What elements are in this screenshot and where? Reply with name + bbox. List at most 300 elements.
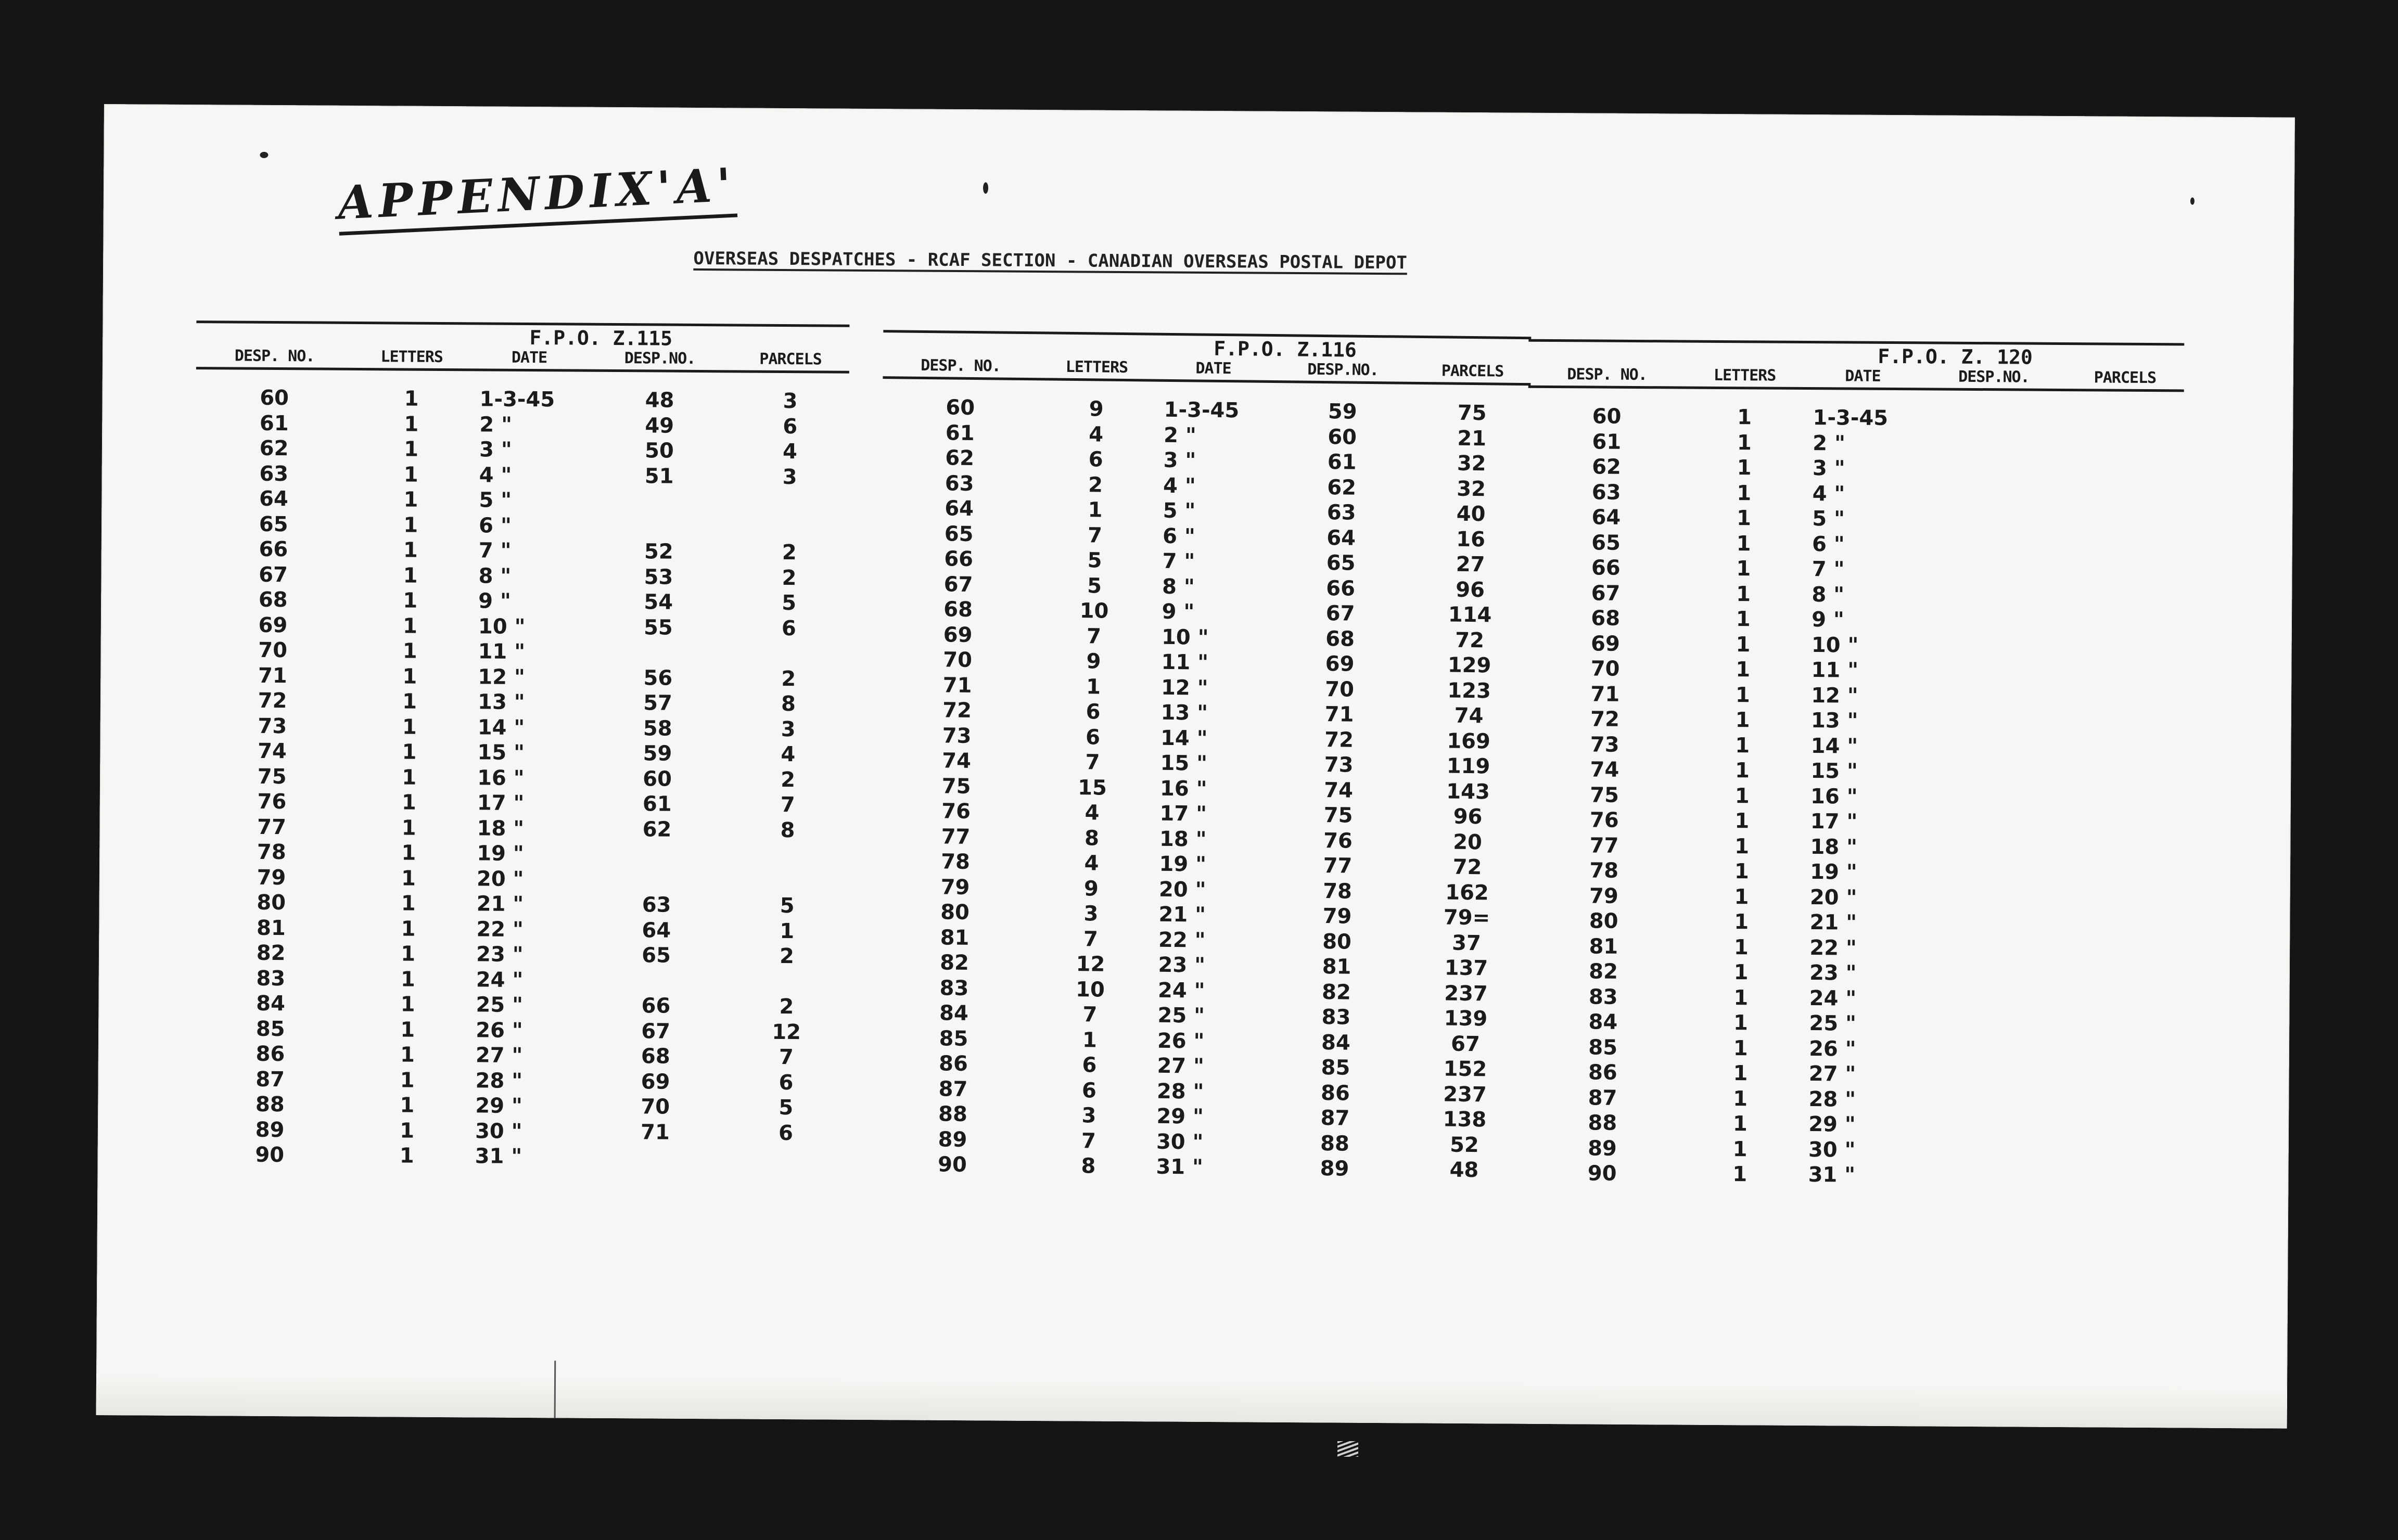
cell-parcels [2061, 1164, 2179, 1190]
cell-parcels [2065, 558, 2183, 584]
table-row [194, 637, 847, 666]
cell-date: 22 " [1809, 935, 1857, 960]
cell-desp-no-2 [1919, 759, 2063, 785]
cell-desp-no-2 [587, 514, 731, 540]
cell-parcels: 37 [1451, 931, 1482, 955]
cell-desp-no-2 [1918, 910, 2062, 936]
cell-date: 16 " [1810, 784, 1858, 809]
cell-date: 26 " [1809, 1036, 1856, 1061]
table-row [195, 562, 848, 591]
cell-letters: 1 [404, 437, 419, 461]
cell-desp-no-2: 80 [1322, 929, 1352, 954]
cell-desp-no-2: 65 [642, 943, 671, 968]
cell-desp-no-2: 66 [1326, 576, 1356, 601]
cell-desp-no: 71 [1590, 682, 1620, 707]
cell-desp-no-2: 49 [645, 413, 674, 438]
cell-desp-no: 77 [1589, 833, 1619, 858]
cell-parcels: 21 [1457, 426, 1487, 451]
cell-parcels [2065, 457, 2184, 483]
table-row [192, 1041, 845, 1070]
cell-letters: 1 [402, 689, 417, 714]
cell-desp-no-2: 71 [1324, 702, 1354, 727]
cell-desp-no: 79 [1589, 883, 1618, 908]
cell-date: 23 " [1158, 953, 1206, 978]
cell-parcels: 162 [1445, 880, 1489, 905]
cell-date: 31 " [1156, 1154, 1204, 1179]
cell-desp-no-2: 60 [1328, 425, 1357, 450]
cell-desp-no: 78 [257, 840, 286, 865]
cell-desp-no-2: 62 [642, 817, 672, 842]
cell-desp-no-2 [1919, 886, 2063, 912]
cell-parcels [2061, 1088, 2179, 1114]
table-row [193, 865, 846, 894]
cell-date: 14 " [1810, 734, 1858, 759]
cell-parcels: 52 [1449, 1133, 1479, 1157]
cell-parcels: 40 [1456, 502, 1486, 527]
cell-letters: 1 [400, 1119, 415, 1143]
header-desp-no: DESP. NO. [921, 356, 1001, 376]
cell-date: 19 " [1159, 852, 1207, 877]
cell-desp-no-2: 84 [1321, 1030, 1351, 1055]
cell-date: 17 " [477, 791, 525, 815]
table-row [193, 839, 846, 868]
cell-desp-no-2: 53 [644, 564, 673, 589]
cell-desp-no-2: 85 [1321, 1056, 1350, 1080]
cell-parcels: 72 [1455, 628, 1485, 652]
cell-letters: 7 [1085, 750, 1100, 775]
cell-parcels: 48 [1449, 1158, 1479, 1183]
cell-parcels [2065, 533, 2183, 559]
cell-desp-no: 82 [939, 951, 970, 975]
cell-date: 5 " [1163, 498, 1196, 523]
cell-desp-no: 62 [259, 436, 289, 461]
cell-desp-no-2 [1917, 1138, 2061, 1164]
table-row [193, 940, 846, 969]
cell-letters: 1 [1733, 935, 1749, 959]
cell-desp-no-2: 64 [642, 918, 671, 943]
table-row [1524, 1135, 2179, 1164]
cell-letters: 1 [1734, 910, 1749, 934]
table-row [192, 1117, 845, 1146]
cell-date: 19 " [477, 841, 524, 866]
cell-desp-no-2: 61 [642, 792, 672, 816]
table-row [1527, 505, 2183, 534]
cell-desp-no: 84 [256, 991, 286, 1016]
cell-date: 9 " [1812, 608, 1844, 632]
handwritten-heading: APPENDIX'A' [337, 157, 738, 235]
table-row [1528, 429, 2184, 458]
cell-date: 28 " [475, 1068, 523, 1093]
cell-date: 14 " [477, 715, 525, 740]
cell-desp-no: 73 [942, 723, 972, 748]
cell-parcels: 5 [779, 1095, 794, 1120]
cell-desp-no: 89 [938, 1127, 967, 1152]
cell-desp-no-2: 71 [640, 1120, 670, 1145]
cell-date: 24 " [1157, 978, 1205, 1003]
table-row [194, 713, 847, 742]
header-letters: LETTERS [1065, 357, 1128, 377]
cell-desp-no: 63 [1591, 480, 1621, 505]
cell-desp-no-2 [1918, 961, 2062, 987]
cell-desp-no-2: 64 [1326, 525, 1356, 550]
cell-desp-no: 87 [256, 1067, 285, 1092]
cell-desp-no: 69 [1590, 631, 1620, 656]
document-title: OVERSEAS DESPATCHES - RCAF SECTION - CANADIAN OVERSEAS POSTAL DEPOT [693, 248, 1408, 274]
cell-letters: 1 [402, 639, 417, 663]
cell-desp-no-2 [585, 842, 729, 868]
cell-parcels [2061, 1139, 2179, 1165]
cell-letters: 1 [403, 487, 418, 512]
cell-desp-no-2 [1920, 608, 2064, 634]
cell-parcels: 2 [781, 767, 796, 792]
cell-desp-no-2 [1921, 532, 2065, 558]
cell-date: 12 " [478, 664, 525, 689]
cell-desp-no: 73 [1590, 732, 1619, 757]
cell-desp-no: 64 [945, 496, 974, 521]
cell-desp-no-2 [1920, 658, 2064, 684]
cell-desp-no: 65 [259, 512, 288, 536]
table-row [196, 385, 849, 414]
table-row [1524, 984, 2180, 1013]
cell-parcels: 79= [1443, 905, 1490, 930]
cell-desp-no: 86 [1588, 1060, 1617, 1085]
cell-date: 3 " [1812, 456, 1845, 481]
header-desp-no-2: DESP.NO. [1307, 360, 1379, 380]
cell-date: 1-3-45 [1813, 406, 1889, 430]
cell-date: 7 " [1162, 549, 1195, 574]
header-date: DATE [1195, 359, 1231, 378]
cell-date: 25 " [1809, 1011, 1857, 1036]
document-page [96, 104, 2295, 1429]
cell-date: 24 " [476, 967, 524, 992]
cell-letters: 1 [1736, 632, 1751, 657]
table-row [1525, 832, 2181, 862]
cell-desp-no: 77 [941, 824, 971, 849]
cell-desp-no-2: 55 [643, 615, 673, 640]
table-row [1525, 883, 2181, 912]
cell-letters: 1 [403, 463, 418, 487]
section-fpo-z120 [1523, 339, 2184, 1190]
cell-parcels [2062, 1063, 2180, 1089]
cell-desp-no-2 [1921, 507, 2065, 533]
table-row [192, 1092, 845, 1121]
section-fpo-label: F.P.O. Z.115 [529, 326, 673, 350]
cell-date: 28 " [1156, 1079, 1204, 1104]
cell-desp-no: 84 [1588, 1010, 1618, 1034]
cell-letters: 1 [1735, 733, 1750, 758]
cell-parcels [2062, 912, 2180, 938]
cell-parcels: 12 [772, 1020, 801, 1044]
cell-desp-no-2: 73 [1324, 753, 1354, 777]
cell-desp-no-2 [1917, 1112, 2061, 1138]
cell-desp-no-2: 68 [641, 1044, 670, 1069]
cell-parcels: 2 [779, 994, 794, 1019]
cell-parcels [2065, 407, 2184, 433]
cell-desp-no: 88 [255, 1092, 285, 1117]
cell-parcels [2064, 735, 2182, 761]
cell-letters: 1 [401, 790, 416, 815]
cell-date: 8 " [1812, 582, 1845, 607]
cell-desp-no-2: 70 [641, 1095, 670, 1119]
cell-letters: 5 [1087, 548, 1102, 573]
cell-date: 13 " [477, 690, 525, 714]
cell-letters: 1 [401, 841, 416, 865]
cell-desp-no: 75 [257, 764, 287, 789]
table-row [1526, 782, 2182, 811]
cell-parcels [728, 969, 846, 995]
cell-letters: 15 [1077, 775, 1107, 800]
cell-letters: 4 [1084, 851, 1099, 876]
cell-letters: 3 [1083, 902, 1099, 926]
cell-desp-no: 67 [259, 562, 288, 587]
cell-letters: 1 [400, 992, 415, 1017]
cell-date: 13 " [1810, 709, 1858, 733]
scan-artifact [1337, 1441, 1358, 1457]
cell-desp-no: 68 [258, 587, 288, 612]
cell-parcels: 7 [780, 792, 795, 817]
cell-desp-no-2 [1920, 709, 2064, 735]
cell-desp-no: 85 [1588, 1035, 1618, 1060]
cell-date: 16 " [1159, 776, 1207, 801]
cell-desp-no: 81 [940, 925, 970, 950]
cell-desp-no-2 [1921, 482, 2065, 508]
cell-letters: 1 [400, 1043, 415, 1067]
cell-letters: 12 [1076, 952, 1105, 977]
cell-date: 30 " [1808, 1137, 1856, 1162]
cell-desp-no: 75 [1590, 782, 1619, 807]
section-fpo-label: F.P.O. Z. 120 [1878, 344, 2033, 369]
cell-letters: 6 [1086, 700, 1101, 724]
cell-desp-no: 70 [258, 638, 288, 663]
table-row [194, 764, 847, 793]
cell-desp-no: 66 [1591, 556, 1621, 580]
cell-parcels: 139 [1444, 1006, 1488, 1031]
cell-parcels: 32 [1457, 477, 1486, 501]
cell-desp-no: 74 [258, 739, 287, 764]
cell-letters: 1 [404, 412, 419, 437]
table-row [196, 461, 849, 490]
header-parcels: PARCELS [2094, 368, 2157, 388]
cell-parcels: 27 [1456, 552, 1485, 577]
cell-letters: 1 [400, 1093, 415, 1118]
cell-desp-no-2: 78 [1322, 879, 1353, 904]
cell-date: 29 " [1156, 1104, 1204, 1129]
cell-desp-no: 70 [1590, 657, 1620, 681]
cell-letters: 6 [1088, 447, 1103, 472]
cell-desp-no: 66 [259, 537, 288, 562]
cell-date: 15 " [477, 740, 525, 765]
cell-desp-no: 61 [259, 411, 289, 435]
cell-desp-no-2: 61 [1327, 450, 1357, 474]
cell-letters: 4 [1085, 801, 1100, 825]
table-row [1527, 479, 2183, 508]
cell-parcels [2064, 710, 2182, 736]
cell-date: 28 " [1808, 1087, 1856, 1112]
table-row [194, 789, 847, 818]
cell-letters: 8 [1081, 1154, 1096, 1178]
cell-letters: 9 [1086, 649, 1101, 674]
header-date: DATE [1845, 367, 1881, 386]
cell-letters: 1 [1734, 859, 1749, 884]
cell-desp-no: 77 [257, 815, 287, 839]
cell-desp-no-2: 81 [1322, 955, 1351, 979]
cell-desp-no-2: 88 [1320, 1131, 1350, 1156]
cell-parcels: 6 [779, 1070, 794, 1095]
table-row [193, 890, 846, 919]
cell-desp-no: 67 [943, 572, 973, 597]
table-row [194, 663, 847, 692]
table-row [192, 991, 845, 1020]
cell-date: 4 " [479, 463, 512, 487]
cell-date: 9 " [478, 589, 512, 613]
cell-parcels: 114 [1448, 602, 1492, 627]
cell-date: 3 " [1163, 448, 1196, 473]
cell-parcels [2063, 760, 2182, 786]
cell-desp-no: 68 [1591, 606, 1621, 631]
cell-parcels: 96 [1456, 578, 1485, 602]
cell-parcels [2065, 483, 2184, 509]
cell-desp-no-2 [1919, 734, 2063, 760]
cell-parcels [2062, 987, 2180, 1013]
cell-date: 12 " [1811, 683, 1858, 708]
cell-desp-no: 79 [940, 875, 970, 900]
cell-date: 6 " [1812, 532, 1845, 556]
cell-parcels [2062, 1038, 2180, 1064]
cell-letters: 1 [1737, 405, 1752, 430]
table-row [1524, 1009, 2180, 1038]
cell-desp-no-2 [583, 1145, 726, 1171]
cell-date: 14 " [1160, 726, 1208, 751]
cell-desp-no: 85 [256, 1017, 285, 1041]
cell-letters: 1 [404, 387, 419, 411]
cell-letters: 1 [1082, 1028, 1098, 1053]
table-row [1525, 807, 2181, 837]
cell-date: 24 " [1809, 986, 1857, 1011]
cell-date: 21 " [1158, 902, 1206, 927]
cell-desp-no: 81 [256, 916, 286, 940]
cell-parcels [2065, 508, 2183, 534]
cell-letters: 1 [1736, 506, 1752, 531]
table-row [196, 410, 849, 440]
cell-desp-no: 83 [939, 976, 969, 1000]
cell-desp-no: 90 [937, 1152, 967, 1177]
cell-date: 27 " [1808, 1062, 1856, 1086]
cell-letters: 10 [1075, 977, 1105, 1002]
header-desp-no-2: DESP.NO. [1958, 367, 2030, 387]
cell-desp-no: 87 [938, 1076, 968, 1101]
header-desp-no-2: DESP.NO. [624, 349, 696, 368]
cell-desp-no: 64 [1591, 505, 1621, 530]
section-fpo-z115 [192, 320, 850, 1171]
cell-desp-no: 72 [1590, 707, 1620, 732]
table-row [1525, 959, 2180, 988]
cell-parcels [2064, 609, 2183, 635]
cell-parcels: 5 [780, 893, 795, 918]
cell-desp-no: 68 [943, 597, 973, 622]
cell-letters: 1 [1736, 557, 1751, 581]
cell-letters: 1 [1736, 658, 1751, 682]
cell-date: 18 " [1159, 827, 1207, 852]
table-row [1526, 732, 2182, 761]
header-date: DATE [511, 348, 547, 367]
cell-desp-no-2 [587, 489, 731, 515]
cell-desp-no-2 [585, 867, 729, 893]
cell-desp-no: 79 [257, 865, 286, 890]
cell-date: 29 " [1808, 1112, 1856, 1137]
cell-letters: 3 [1081, 1103, 1096, 1128]
cell-parcels [727, 1145, 845, 1171]
table-row [195, 612, 848, 641]
cell-date: 11 " [478, 639, 526, 664]
cell-letters: 1 [1733, 960, 1749, 985]
table-row [194, 688, 847, 717]
cell-parcels: 72 [1452, 855, 1482, 880]
cell-date: 23 " [1809, 961, 1857, 985]
cell-parcels: 8 [780, 818, 795, 842]
cell-desp-no-2 [1919, 860, 2063, 886]
cell-letters: 1 [1735, 683, 1750, 707]
cell-letters: 1 [400, 1018, 415, 1042]
cell-desp-no: 74 [942, 749, 972, 773]
cell-desp-no-2: 65 [1326, 551, 1356, 575]
cell-desp-no-2: 75 [1323, 803, 1353, 828]
cell-desp-no-2: 83 [1321, 1005, 1351, 1030]
cell-date: 20 " [1809, 885, 1857, 910]
column-header-row [1528, 365, 2184, 392]
cell-desp-no: 74 [1590, 758, 1619, 782]
cell-desp-no-2 [1917, 1163, 2061, 1189]
cell-desp-no: 80 [257, 890, 286, 915]
cell-parcels [2061, 1113, 2179, 1139]
cell-desp-no: 71 [942, 673, 972, 698]
cell-parcels: 123 [1447, 678, 1491, 703]
cell-date: 5 " [479, 488, 512, 512]
cell-desp-no-2: 67 [641, 1019, 671, 1044]
cell-date: 23 " [476, 942, 524, 967]
cell-parcels: 6 [778, 1121, 794, 1145]
cell-desp-no-2 [1920, 633, 2064, 659]
cell-desp-no: 76 [941, 799, 971, 824]
cell-letters: 1 [1736, 531, 1751, 556]
table-row [1527, 530, 2183, 559]
cell-desp-no-2 [1921, 406, 2065, 432]
cell-parcels [2062, 937, 2180, 963]
section-fpo-label: F.P.O. Z.116 [1214, 337, 1357, 362]
cell-desp-no-2: 52 [644, 540, 673, 564]
cell-letters: 1 [399, 1144, 414, 1168]
cell-parcels [729, 868, 846, 894]
table-row [1524, 1060, 2180, 1089]
cell-parcels: 20 [1452, 830, 1483, 854]
cell-date: 19 " [1810, 860, 1857, 884]
cell-date: 10 " [478, 614, 526, 639]
cell-letters: 1 [1735, 708, 1750, 733]
cell-desp-no: 75 [941, 774, 971, 799]
cell-desp-no-2: 76 [1323, 828, 1353, 853]
cell-desp-no: 66 [944, 547, 974, 571]
cell-desp-no: 86 [938, 1051, 968, 1076]
cell-desp-no-2 [1921, 431, 2065, 457]
cell-parcels: 2 [782, 566, 797, 590]
cell-date: 30 " [475, 1119, 522, 1144]
cell-letters: 7 [1082, 1003, 1098, 1027]
cell-letters: 1 [1733, 985, 1749, 1010]
cell-date: 20 " [1158, 877, 1206, 902]
table-row [195, 486, 848, 515]
cell-letters: 6 [1081, 1078, 1097, 1103]
cell-date: 22 " [476, 917, 524, 942]
cell-parcels: 16 [1456, 527, 1486, 551]
